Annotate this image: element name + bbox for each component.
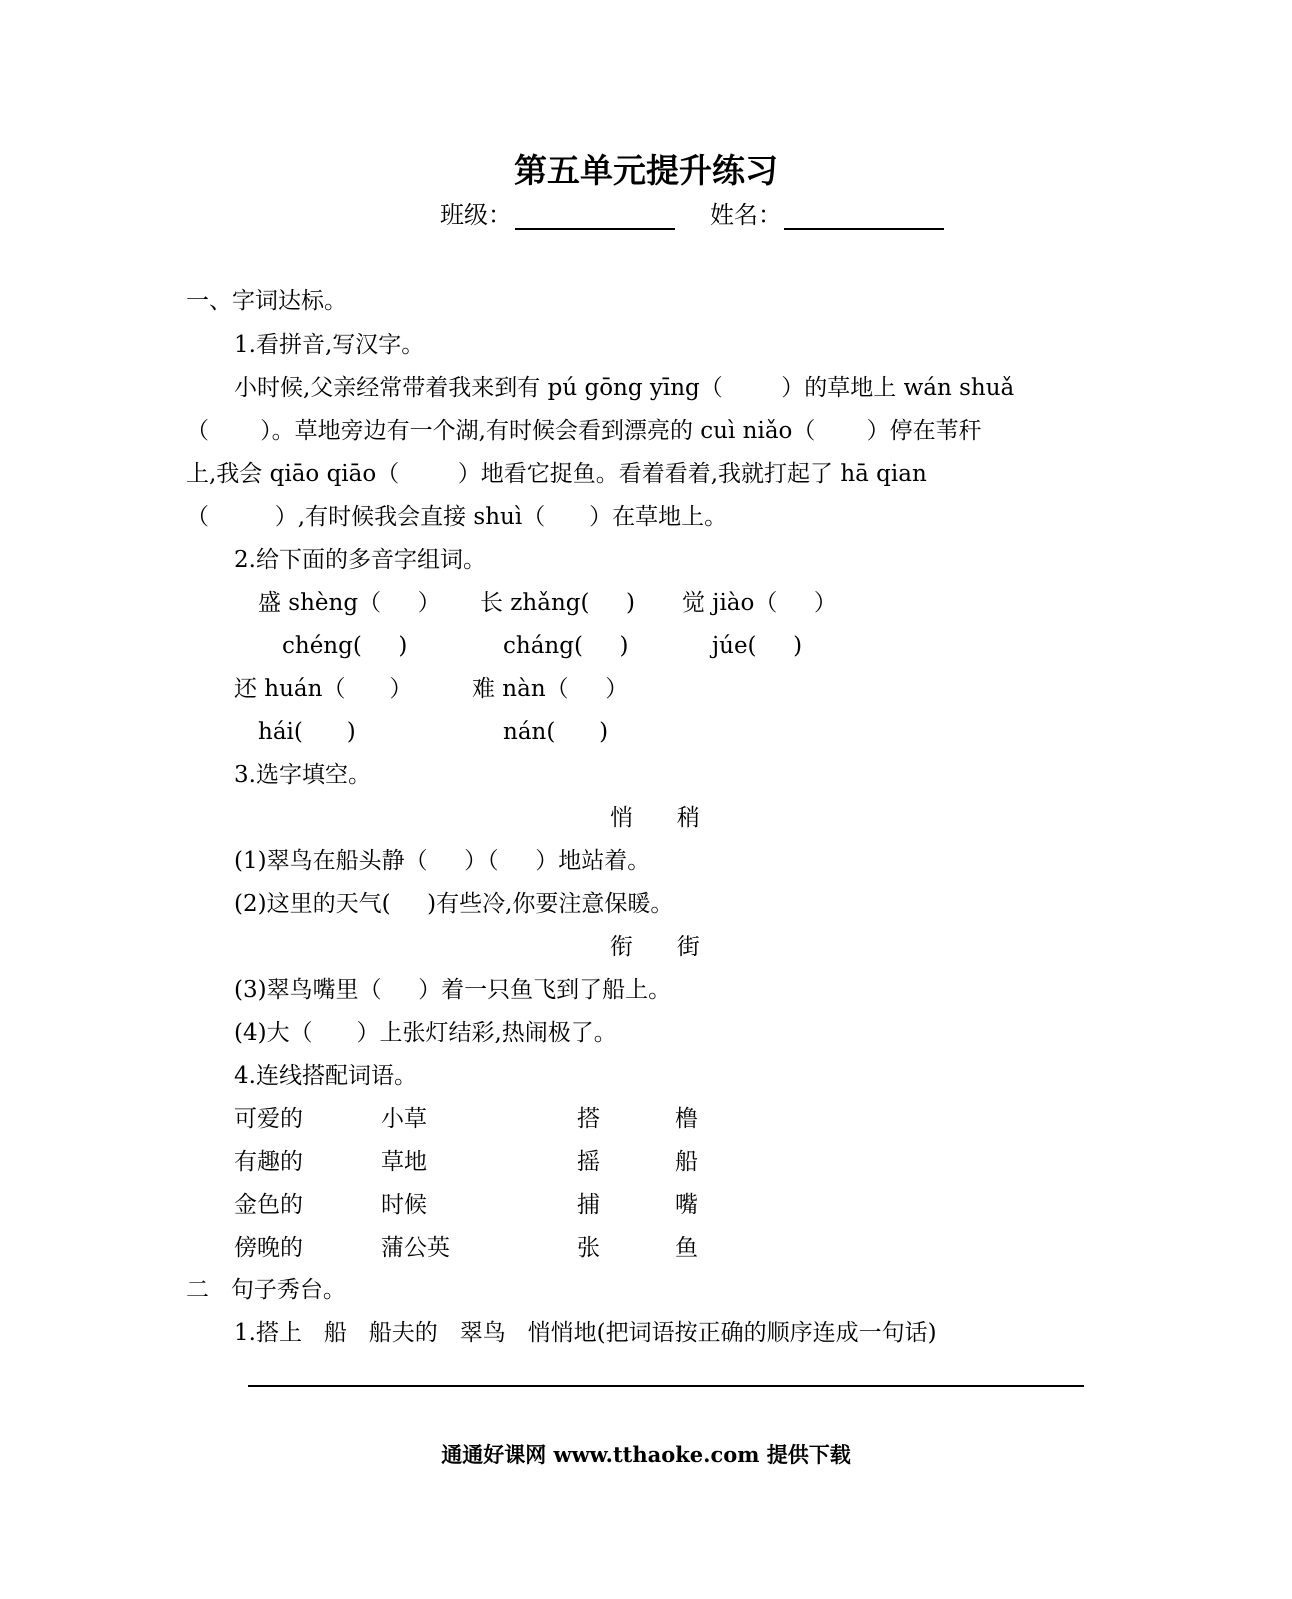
q1-prompt: 1.看拼音,写汉字。 [234, 332, 425, 358]
q4-prompt: 4.连线搭配词语。 [234, 1063, 417, 1089]
q4-col3-item: 搭 [577, 1106, 600, 1132]
q1-line-3: 上,我会 qiāo qiāo（ ）地看它捉鱼。看着看着,我就打起了 hā qian [186, 461, 927, 487]
class-label: 班级： [440, 201, 512, 229]
q3-item-1: (1)翠鸟在船头静（ ）（ ）地站着。 [234, 848, 651, 874]
q2-row2-item3: júe( ) [712, 633, 803, 659]
q2-row4-item2: nán( ) [503, 719, 609, 745]
q2-row4-item1: hái( ) [258, 719, 356, 745]
q4-col3-item: 摇 [577, 1149, 600, 1175]
q4-col3-item: 张 [577, 1235, 600, 1261]
q3-choices-2: 衔 街 [610, 934, 700, 960]
q4-col4-item: 鱼 [675, 1235, 698, 1261]
q4-col2-item: 小草 [381, 1106, 427, 1132]
section2-q1: 1.搭上 船 船夫的 翠鸟 悄悄地(把词语按正确的顺序连成一句话) [234, 1320, 937, 1346]
q4-col4-item: 船 [675, 1149, 698, 1175]
q4-col2-item: 时候 [381, 1192, 427, 1218]
name-label: 姓名： [710, 201, 782, 229]
q4-col2-item: 蒲公英 [381, 1235, 450, 1261]
q4-col1-item: 傍晚的 [234, 1235, 303, 1261]
section1-heading: 一、字词达标。 [186, 288, 347, 314]
q2-row2-item2: cháng( ) [503, 633, 629, 659]
q4-col4-item: 橹 [675, 1106, 698, 1132]
q1-line-4: （ ）,有时候我会直接 shuì（ ）在草地上。 [186, 504, 728, 530]
q4-col1-item: 可爱的 [234, 1106, 303, 1132]
q3-item-2: (2)这里的天气( )有些冷,你要注意保暖。 [234, 891, 674, 917]
name-blank-line[interactable] [784, 228, 944, 230]
q1-line-1: 小时候,父亲经常带着我来到有 pú gōng yīng（ ）的草地上 wán shuǎ [234, 375, 1015, 401]
q4-col1-item: 有趣的 [234, 1149, 303, 1175]
class-blank-line[interactable] [515, 228, 675, 230]
section2-heading: 二 句子秀台。 [186, 1277, 346, 1303]
q3-prompt: 3.选字填空。 [234, 762, 371, 788]
q2-row2-item1: chéng( ) [282, 633, 408, 659]
answer-line[interactable] [248, 1385, 1084, 1387]
q2-row3-item2: 难 nàn（ ） [472, 676, 629, 702]
q2-row1-item3: 觉 jiào（ ） [682, 590, 837, 616]
footer-download-note: 通通好课网 www.tthaoke.com 提供下载 [441, 1442, 851, 1467]
page-title: 第五单元提升练习 [514, 151, 778, 190]
q1-line-2: （ ）。草地旁边有一个湖,有时候会看到漂亮的 cuì niǎo（ ）停在苇秆 [186, 418, 982, 444]
q3-choices-1: 悄 稍 [610, 805, 700, 831]
q4-col3-item: 捕 [577, 1192, 600, 1218]
q2-prompt: 2.给下面的多音字组词。 [234, 547, 486, 573]
q3-item-3: (3)翠鸟嘴里（ ）着一只鱼飞到了船上。 [234, 977, 672, 1003]
q2-row1-item1: 盛 shèng（ ） [258, 590, 441, 616]
q2-row3-item1: 还 huán（ ） [234, 676, 413, 702]
q4-col1-item: 金色的 [234, 1192, 303, 1218]
q4-col4-item: 嘴 [675, 1192, 698, 1218]
q3-item-4: (4)大（ ）上张灯结彩,热闹极了。 [234, 1020, 617, 1046]
q4-col2-item: 草地 [381, 1149, 427, 1175]
q2-row1-item2: 长 zhǎng( ) [480, 590, 635, 616]
